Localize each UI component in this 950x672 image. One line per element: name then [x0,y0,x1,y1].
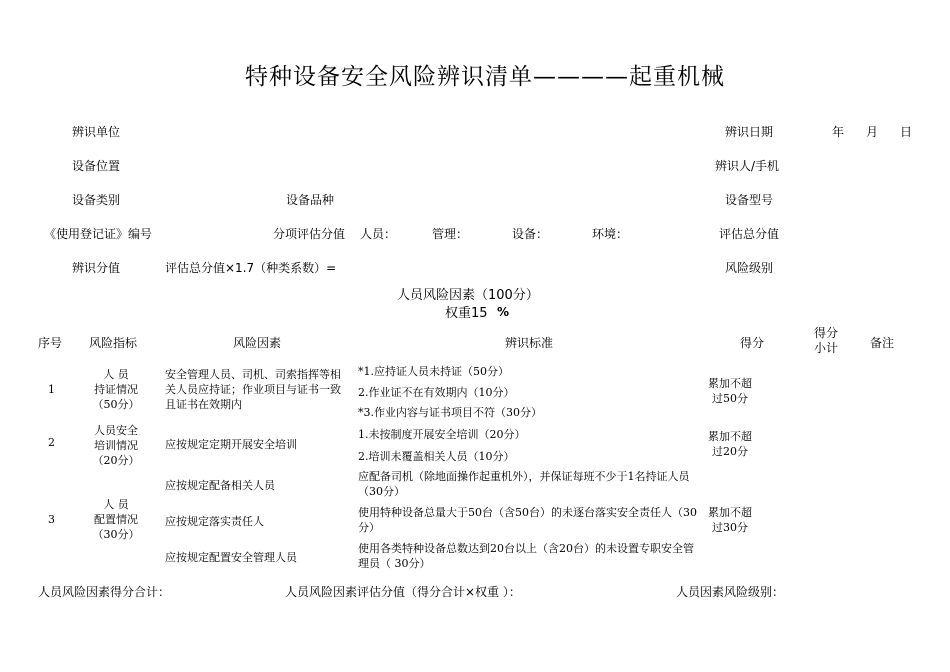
risk-level-label: 风险级别 [725,261,774,275]
row1-criteria-3: *3.作业内容与证书项目不符（30分） [358,406,542,419]
variety-label: 设备品种 [286,193,335,207]
row3-no: 3 [48,513,55,526]
equipment-label: 设备： [512,227,549,241]
row2-indicator: 人员安全 培训情况 （20分） [92,424,140,467]
footer-level: 人员因素风险级别： [676,585,785,599]
row1-score: 累加不超 过50分 [708,377,752,405]
management-label: 管理： [432,227,469,241]
header-factor: 风险因素 [233,336,282,350]
section-title: 人员风险因素（100分） [397,288,539,303]
row1-indicator: 人 员 持证情况 （50分） [92,368,140,411]
row3-factor-2: 应按规定落实责任人 [165,515,264,528]
row1-no: 1 [48,383,55,396]
total-score-label: 评估总分值 [719,227,780,241]
page-title: 特种设备安全风险辨识清单————起重机械 [245,64,725,90]
category-label: 设备类别 [72,193,121,207]
id-score-label: 辨识分值 [72,261,121,275]
date-label: 辨识日期 [725,125,774,139]
sub-score-label: 分项评估分值 [273,227,346,241]
row3-criteria-3: 使用各类特种设备总数达到20台以上（含20台）的未设置专职安全管理员（ 30分） [358,542,694,570]
row2-criteria-1: 1.未按制度开展安全培训（20分） [358,428,526,441]
cert-label: 《使用登记证》编号 [44,227,153,241]
footer-total: 人员风险因素得分合计： [38,585,171,599]
section-weight: 权重15 [445,306,488,321]
footer-eval: 人员风险因素评估分值（得分合计×权重 ）： [285,585,521,599]
row3-criteria-2: 使用特种设备总量大于50台（含50台）的未逐台落实安全责任人（30分） [358,506,697,534]
row2-criteria-2: 2.培训未覆盖相关人员（10分） [358,450,515,463]
row3-score: 累加不超 过30分 [708,506,752,534]
unit-label: 辨识单位 [72,125,121,139]
row2-score: 累加不超 过20分 [708,430,752,458]
header-criteria: 辨识标准 [505,336,554,350]
row3-factor-3: 应按规定配置安全管理人员 [165,551,297,564]
identifier-label: 辨识人/手机 [715,159,780,173]
header-subtotal: 得分小计 [813,326,838,355]
year-label: 年 [832,125,845,139]
row2-no: 2 [48,436,55,449]
header-remark: 备注 [870,336,895,350]
row1-factor: 安全管理人员、司机、司索指挥等相关人员应持证；作业项目与证书一致且证书在效期内 [165,368,341,411]
header-score: 得分 [740,336,765,350]
row3-factor-1: 应按规定配备相关人员 [165,479,275,492]
row3-criteria-1: 应配备司机（除地面操作起重机外），并保证每班不少于1名持证人员（30分） [358,470,690,498]
formula-label: 评估总分值×1.7（种类系数）= [165,261,337,275]
personnel-label: 人员： [360,227,397,241]
location-label: 设备位置 [72,159,121,173]
header-indicator: 风险指标 [89,336,138,350]
row1-criteria-1: *1.应持证人员未持证（50分） [358,365,509,378]
month-label: 月 [866,125,879,139]
row1-criteria-2: 2.作业证不在有效期内（10分） [358,386,515,399]
row2-factor: 应按规定定期开展安全培训 [165,438,297,451]
header-no: 序号 [38,336,63,350]
row3-indicator: 人 员 配置情况 （30分） [92,498,140,541]
environment-label: 环境： [592,227,629,241]
model-label: 设备型号 [725,193,774,207]
day-label: 日 [900,125,913,139]
section-percent: % [497,305,510,319]
